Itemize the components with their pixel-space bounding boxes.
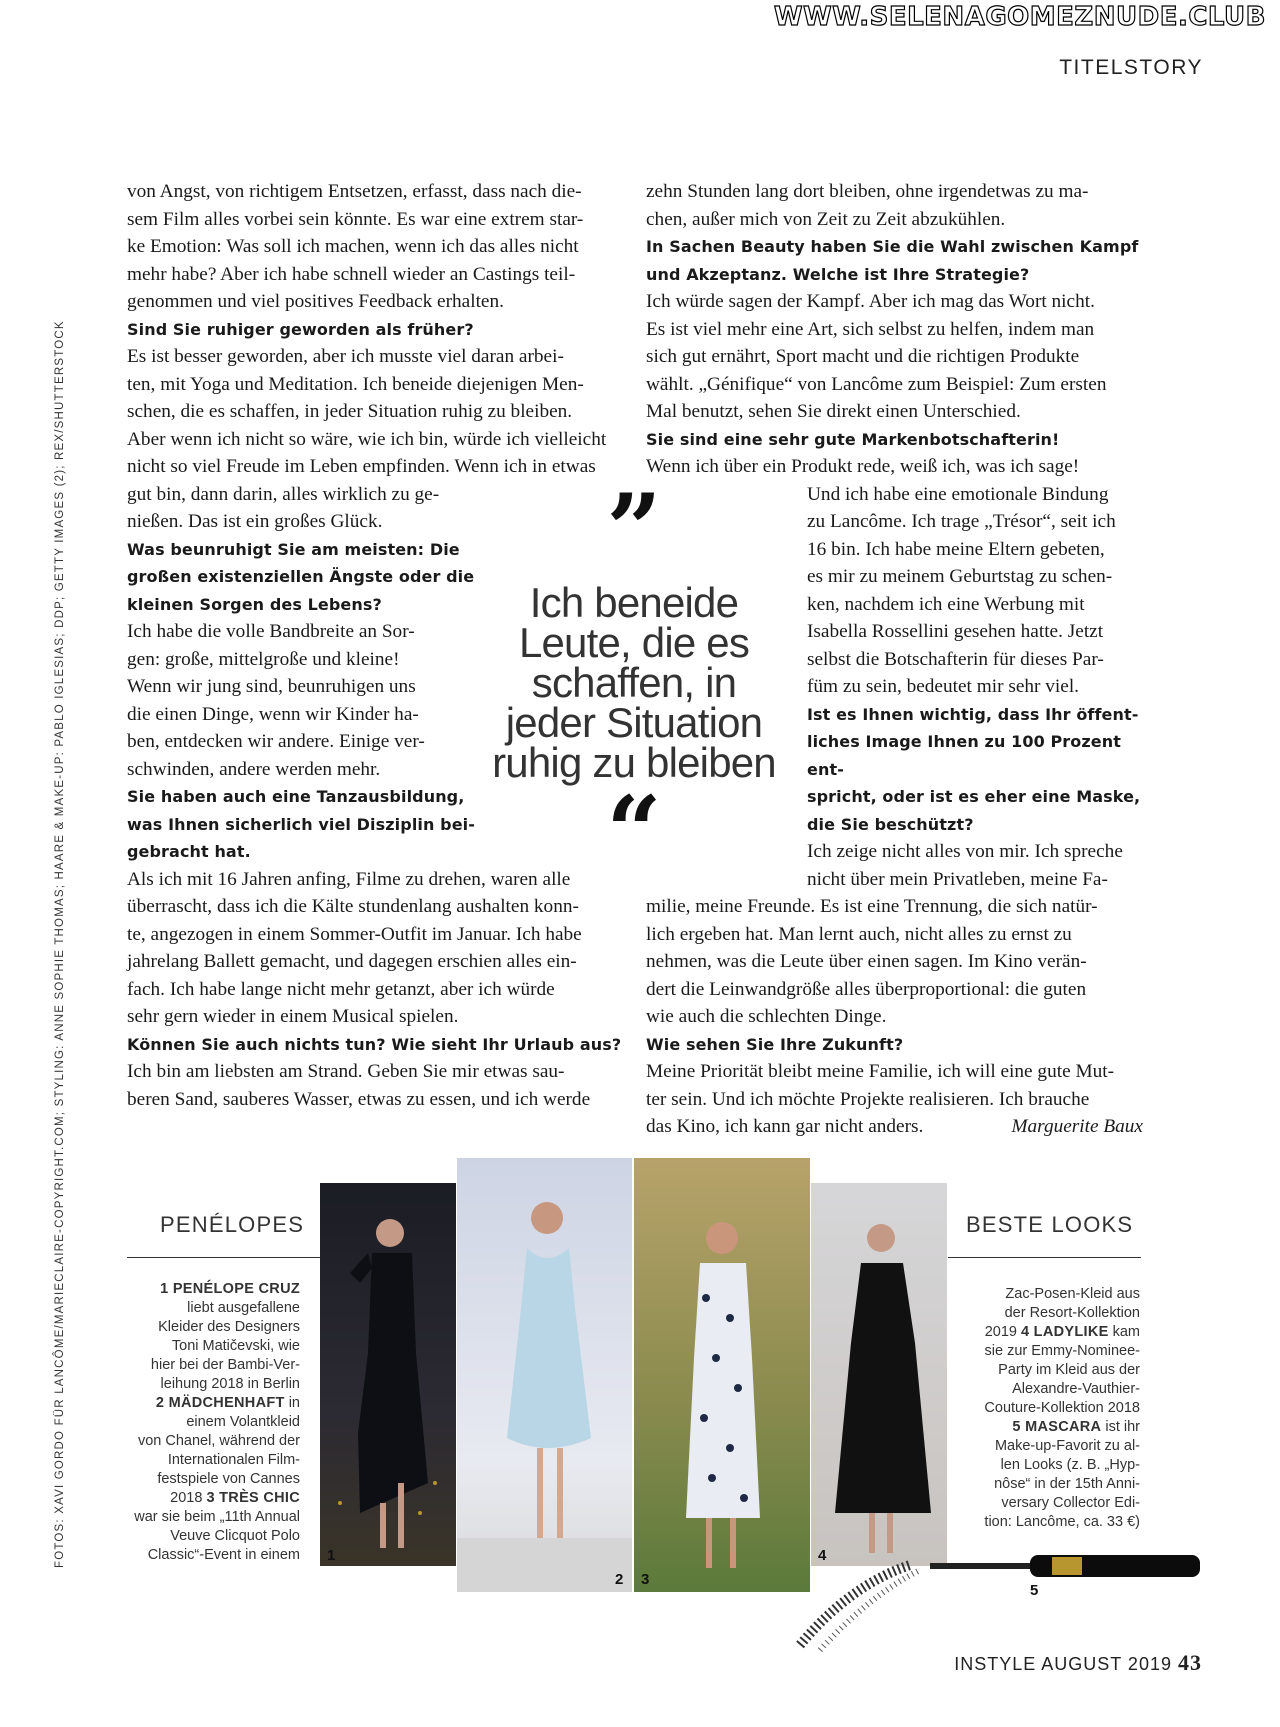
author-signature: Marguerite Baux	[1011, 1116, 1143, 1137]
interview-question-line: Ist es Ihnen wichtig, dass Ihr öffent-	[807, 704, 1139, 724]
close-quote-mark: “	[606, 775, 662, 888]
article-text-line: gen: große, mittelgroße und kleine!	[127, 648, 400, 670]
watermark-text: WWW.SELENAGOMEZNUDE.CLUB	[773, 2, 1266, 32]
article-text-line: mehr habe? Aber ich habe schnell wieder an Castings teil-	[127, 263, 576, 285]
article-text-line: ten, mit Yoga und Meditation. Ich beneide diejenigen Men-	[127, 373, 584, 395]
caption-line: Toni Matičevski, wie	[171, 1338, 300, 1354]
article-text-line: das Kino, ich kann gar nicht anders. Marguerite Baux	[646, 1113, 1143, 1141]
interview-question-line: spricht, oder ist es eher eine Maske,	[807, 787, 1141, 806]
article-text-line: zu Lancôme. Ich trage „Trésor“, seit ich	[807, 511, 1116, 532]
article-text-line: milie, meine Freunde. Es ist eine Trennung, die sich natür-	[646, 896, 1098, 917]
photo-credits: FOTOS: XAVI GORDO FÜR LANCÔME/MARIECLAIRE-COPYRIGHT.COM; STYLING: ANNE SOPHIE THOMAS; HAARE & MAKE-UP: PABLO IGLESIAS; DDP; GETTY IMAGES (2); REX/SHUTTERSTOCK	[54, 320, 66, 1568]
photo-2-blue-dress	[457, 1158, 632, 1592]
article-text-line: schen, die es schaffen, in jeder Situation ruhig zu bleiben.	[127, 401, 573, 422]
article-text-line: Es ist viel mehr eine Art, sich selbst zu helfen, indem man	[646, 318, 1095, 340]
article-text-line: Mal benutzt, sehen Sie direkt einen Unterschied.	[646, 401, 1021, 422]
photo-4-black-lace-dress	[811, 1183, 947, 1566]
article-text-line: von Angst, von richtigem Entsetzen, erfasst, dass nach die-	[127, 181, 582, 202]
article-text-line: nehmen, was die Leute über einen sagen. Im Kino verän-	[646, 951, 1087, 972]
caption-line: len Looks (z. B. „Hyp-	[1000, 1457, 1140, 1473]
caption-line: 5 MASCARA ist ihr	[1012, 1419, 1140, 1435]
article-text-line: ter sein. Und ich möchte Projekte realisieren. Ich brauche	[646, 1088, 1090, 1110]
article-text-line: überrascht, dass ich die Kälte stundenlang aushalten konn-	[127, 896, 579, 917]
pull-quote-line: ruhig zu bleiben	[492, 739, 776, 786]
interview-question-line: Sind Sie ruhiger geworden als früher?	[127, 319, 474, 339]
interview-question-line: was Ihnen sicherlich viel Disziplin bei-	[127, 814, 475, 834]
open-quote-mark: ”	[606, 473, 662, 586]
caption-line: 2018 3 TRÈS CHIC	[170, 1490, 300, 1506]
magazine-issue: INSTYLE AUGUST 2019	[954, 1654, 1172, 1674]
article-text-line: fach. Ich habe lange nicht mehr getanzt, aber ich würde	[127, 978, 555, 1000]
caption-line: festspiele von Cannes	[157, 1471, 300, 1487]
interview-question-line: Sie sind eine sehr gute Markenbotschafterin!	[646, 429, 1060, 449]
caption-line: leihung 2018 in Berlin	[160, 1376, 300, 1392]
caption-line: Make-up-Favorit zu al-	[994, 1438, 1140, 1454]
interview-question-line: gebracht hat.	[127, 842, 251, 861]
box-title-left: PENÉLOPES	[160, 1212, 305, 1237]
article-text-line: sehr gern wieder in einem Musical spielen.	[127, 1006, 459, 1027]
article-text-line: wie auch die schlechten Dinge.	[646, 1006, 887, 1027]
caption-line: einem Volantkleid	[186, 1414, 300, 1430]
article-text-line: ken, nachdem ich eine Werbung mit	[807, 593, 1085, 615]
caption-line: tion: Lancôme, ca. 33 €)	[984, 1514, 1140, 1530]
box-title-right: BESTE LOOKS	[966, 1212, 1134, 1237]
article-text-line: Wenn wir jung sind, beunruhigen uns	[127, 676, 416, 697]
photo-number-5: 5	[1030, 1582, 1039, 1599]
caption-line: Classic“-Event in einem	[147, 1547, 300, 1563]
article-text-line: selbst die Botschafterin für dieses Par-	[807, 648, 1104, 670]
photo-1-black-gown	[320, 1183, 456, 1566]
article-text-line: Ich habe die volle Bandbreite an Sor-	[127, 621, 415, 642]
article-text-line: Als ich mit 16 Jahren anfing, Filme zu drehen, waren alle	[127, 868, 571, 890]
caption-line: Couture-Kollektion 2018	[984, 1400, 1140, 1416]
caption-line: Alexandre-Vauthier-	[1012, 1381, 1140, 1397]
article-text-line: Wenn ich über ein Produkt rede, weiß ich, was ich sage!	[646, 456, 1080, 477]
interview-question-line: großen existenziellen Ängste oder die	[127, 567, 475, 586]
caption-left	[127, 1280, 300, 1565]
article-text-line: Und ich habe eine emotionale Bindung	[807, 483, 1109, 505]
article-text-line: dert die Leinwandgröße alles überproportional: die guten	[646, 978, 1087, 1000]
article-text-line: ke Emotion: Was soll ich machen, wenn ich das alles nicht	[127, 236, 579, 257]
caption-line: 2 MÄDCHENHAFT in	[155, 1395, 300, 1411]
caption-line: versary Collector Edi-	[1001, 1495, 1140, 1511]
caption-right	[940, 1285, 1140, 1532]
interview-question-line: Sie haben auch eine Tanzausbildung,	[127, 787, 465, 806]
caption-line: Party im Kleid aus der	[998, 1362, 1140, 1378]
caption-line: Internationalen Film-	[167, 1452, 300, 1468]
article-text-line: nicht über mein Privatleben, meine Fa-	[807, 868, 1108, 890]
article-text-line: Ich würde sagen der Kampf. Aber ich mag das Wort nicht.	[646, 291, 1095, 312]
pull-quote-line: Leute, die es	[518, 619, 750, 666]
article-text-line: Isabella Rossellini gesehen hatte. Jetzt	[807, 621, 1104, 642]
article-text-line: nießen. Das ist ein großes Glück.	[127, 511, 383, 532]
article-text-line: lich ergeben hat. Man lernt auch, nicht alles zu ernst zu	[646, 923, 1072, 945]
article-text-line: die einen Dinge, wenn wir Kinder ha-	[127, 703, 419, 725]
interview-question-line: die Sie beschützt?	[807, 814, 974, 834]
photo-3-polka-dress	[634, 1158, 810, 1592]
article-text-line: es mir zu meinem Geburtstag zu schen-	[807, 566, 1113, 587]
article-text-line: jahrelang Ballett gemacht, und dagegen erschien alles ein-	[127, 951, 577, 972]
article-text-line: sich gut ernährt, Sport macht und die richtigen Produkte	[646, 346, 1080, 367]
article-text-line: Aber wenn ich nicht so wäre, wie ich bin, würde ich vielleicht	[127, 428, 607, 450]
interview-question-line: Können Sie auch nichts tun? Wie sieht Ihr Urlaub aus?	[127, 1034, 622, 1054]
interview-question-line: Was beunruhigt Sie am meisten: Die	[127, 539, 460, 559]
interview-question-line: In Sachen Beauty haben Sie die Wahl zwischen Kampf	[646, 237, 1139, 256]
article-text-line: Ich zeige nicht alles von mir. Ich spreche	[807, 841, 1123, 862]
page-number: 43	[1178, 1650, 1202, 1675]
article-text-line: füm zu sein, bedeutet mir sehr viel.	[807, 676, 1079, 697]
caption-line: der Resort-Kollektion	[1004, 1305, 1140, 1321]
article-text-line: ben, entdecken wir andere. Einige ver-	[127, 731, 425, 752]
caption-line: von Chanel, während der	[137, 1433, 300, 1449]
caption-line: sie zur Emmy-Nominee-	[984, 1343, 1140, 1359]
article-text-line: Meine Priorität bleibt meine Familie, ich will eine gute Mut-	[646, 1061, 1115, 1082]
article-text-line: genommen und viel positives Feedback erhalten.	[127, 291, 504, 312]
article-text-line: te, angezogen in einem Sommer-Outfit im Januar. Ich habe	[127, 923, 582, 945]
caption-line: Kleider des Designers	[158, 1319, 300, 1335]
section-header: TITELSTORY	[1059, 56, 1203, 79]
interview-question-line: Wie sehen Sie Ihre Zukunft?	[646, 1034, 904, 1054]
photo-number-2: 2	[615, 1571, 624, 1588]
pull-quote-line: Ich beneide	[529, 579, 739, 626]
mascara-product-image	[790, 1545, 1210, 1655]
article-text-line: Es ist besser geworden, aber ich musste viel daran arbei-	[127, 346, 564, 367]
interview-question-line: kleinen Sorgen des Lebens?	[127, 594, 382, 614]
pull-quote-text	[484, 579, 784, 786]
caption-line: hier bei der Bambi-Ver-	[150, 1357, 300, 1373]
pull-quote	[484, 473, 784, 888]
caption-line: war sie beim „11th Annual	[134, 1509, 300, 1525]
article-text-line: wählt. „Génifique“ von Lancôme zum Beispiel: Zum ersten	[646, 373, 1107, 395]
caption-line: nôse“ in der 15th Anni-	[994, 1476, 1140, 1492]
photo-number-1: 1	[327, 1547, 336, 1564]
caption-line: liebt ausgefallene	[187, 1300, 300, 1316]
article-text-line: 16 bin. Ich habe meine Eltern gebeten,	[807, 538, 1105, 560]
article-text-line: gut bin, dann darin, alles wirklich zu ge-	[127, 483, 440, 505]
article-text-line: zehn Stunden lang dort bleiben, ohne irgendetwas zu ma-	[646, 181, 1089, 202]
article-text-line: nicht so viel Freude im Leben empfinden. Wenn ich in etwas	[127, 456, 596, 477]
article-text-line: Ich bin am liebsten am Strand. Geben Sie mir etwas sau-	[127, 1061, 565, 1082]
caption-line: Veuve Clicquot Polo	[170, 1528, 300, 1544]
page-footer	[954, 1650, 1202, 1676]
caption-line: Zac-Posen-Kleid aus	[1005, 1286, 1140, 1302]
article-text-line: sem Film alles vorbei sein könnte. Es war eine extrem star-	[127, 208, 584, 230]
article-text-line: chen, außer mich von Zeit zu Zeit abzukühlen.	[646, 208, 1006, 230]
interview-question-line: und Akzeptanz. Welche ist Ihre Strategie?	[646, 264, 1030, 284]
photo-number-3: 3	[641, 1571, 650, 1588]
article-text-line: beren Sand, sauberes Wasser, etwas zu essen, und ich werde	[127, 1088, 591, 1110]
pull-quote-line: schaffen, in	[531, 659, 737, 706]
pull-quote-line: jeder Situation	[505, 699, 763, 746]
article-text-line: schwinden, andere werden mehr.	[127, 758, 381, 780]
caption-line: 2019 4 LADYLIKE kam	[984, 1324, 1140, 1340]
box-rule-right	[948, 1257, 1141, 1258]
photo-number-4: 4	[818, 1547, 827, 1564]
interview-question-line: liches Image Ihnen zu 100 Prozent ent-	[807, 732, 1121, 779]
box-rule-left	[127, 1257, 320, 1258]
caption-line: 1 PENÉLOPE CRUZ	[160, 1281, 300, 1297]
